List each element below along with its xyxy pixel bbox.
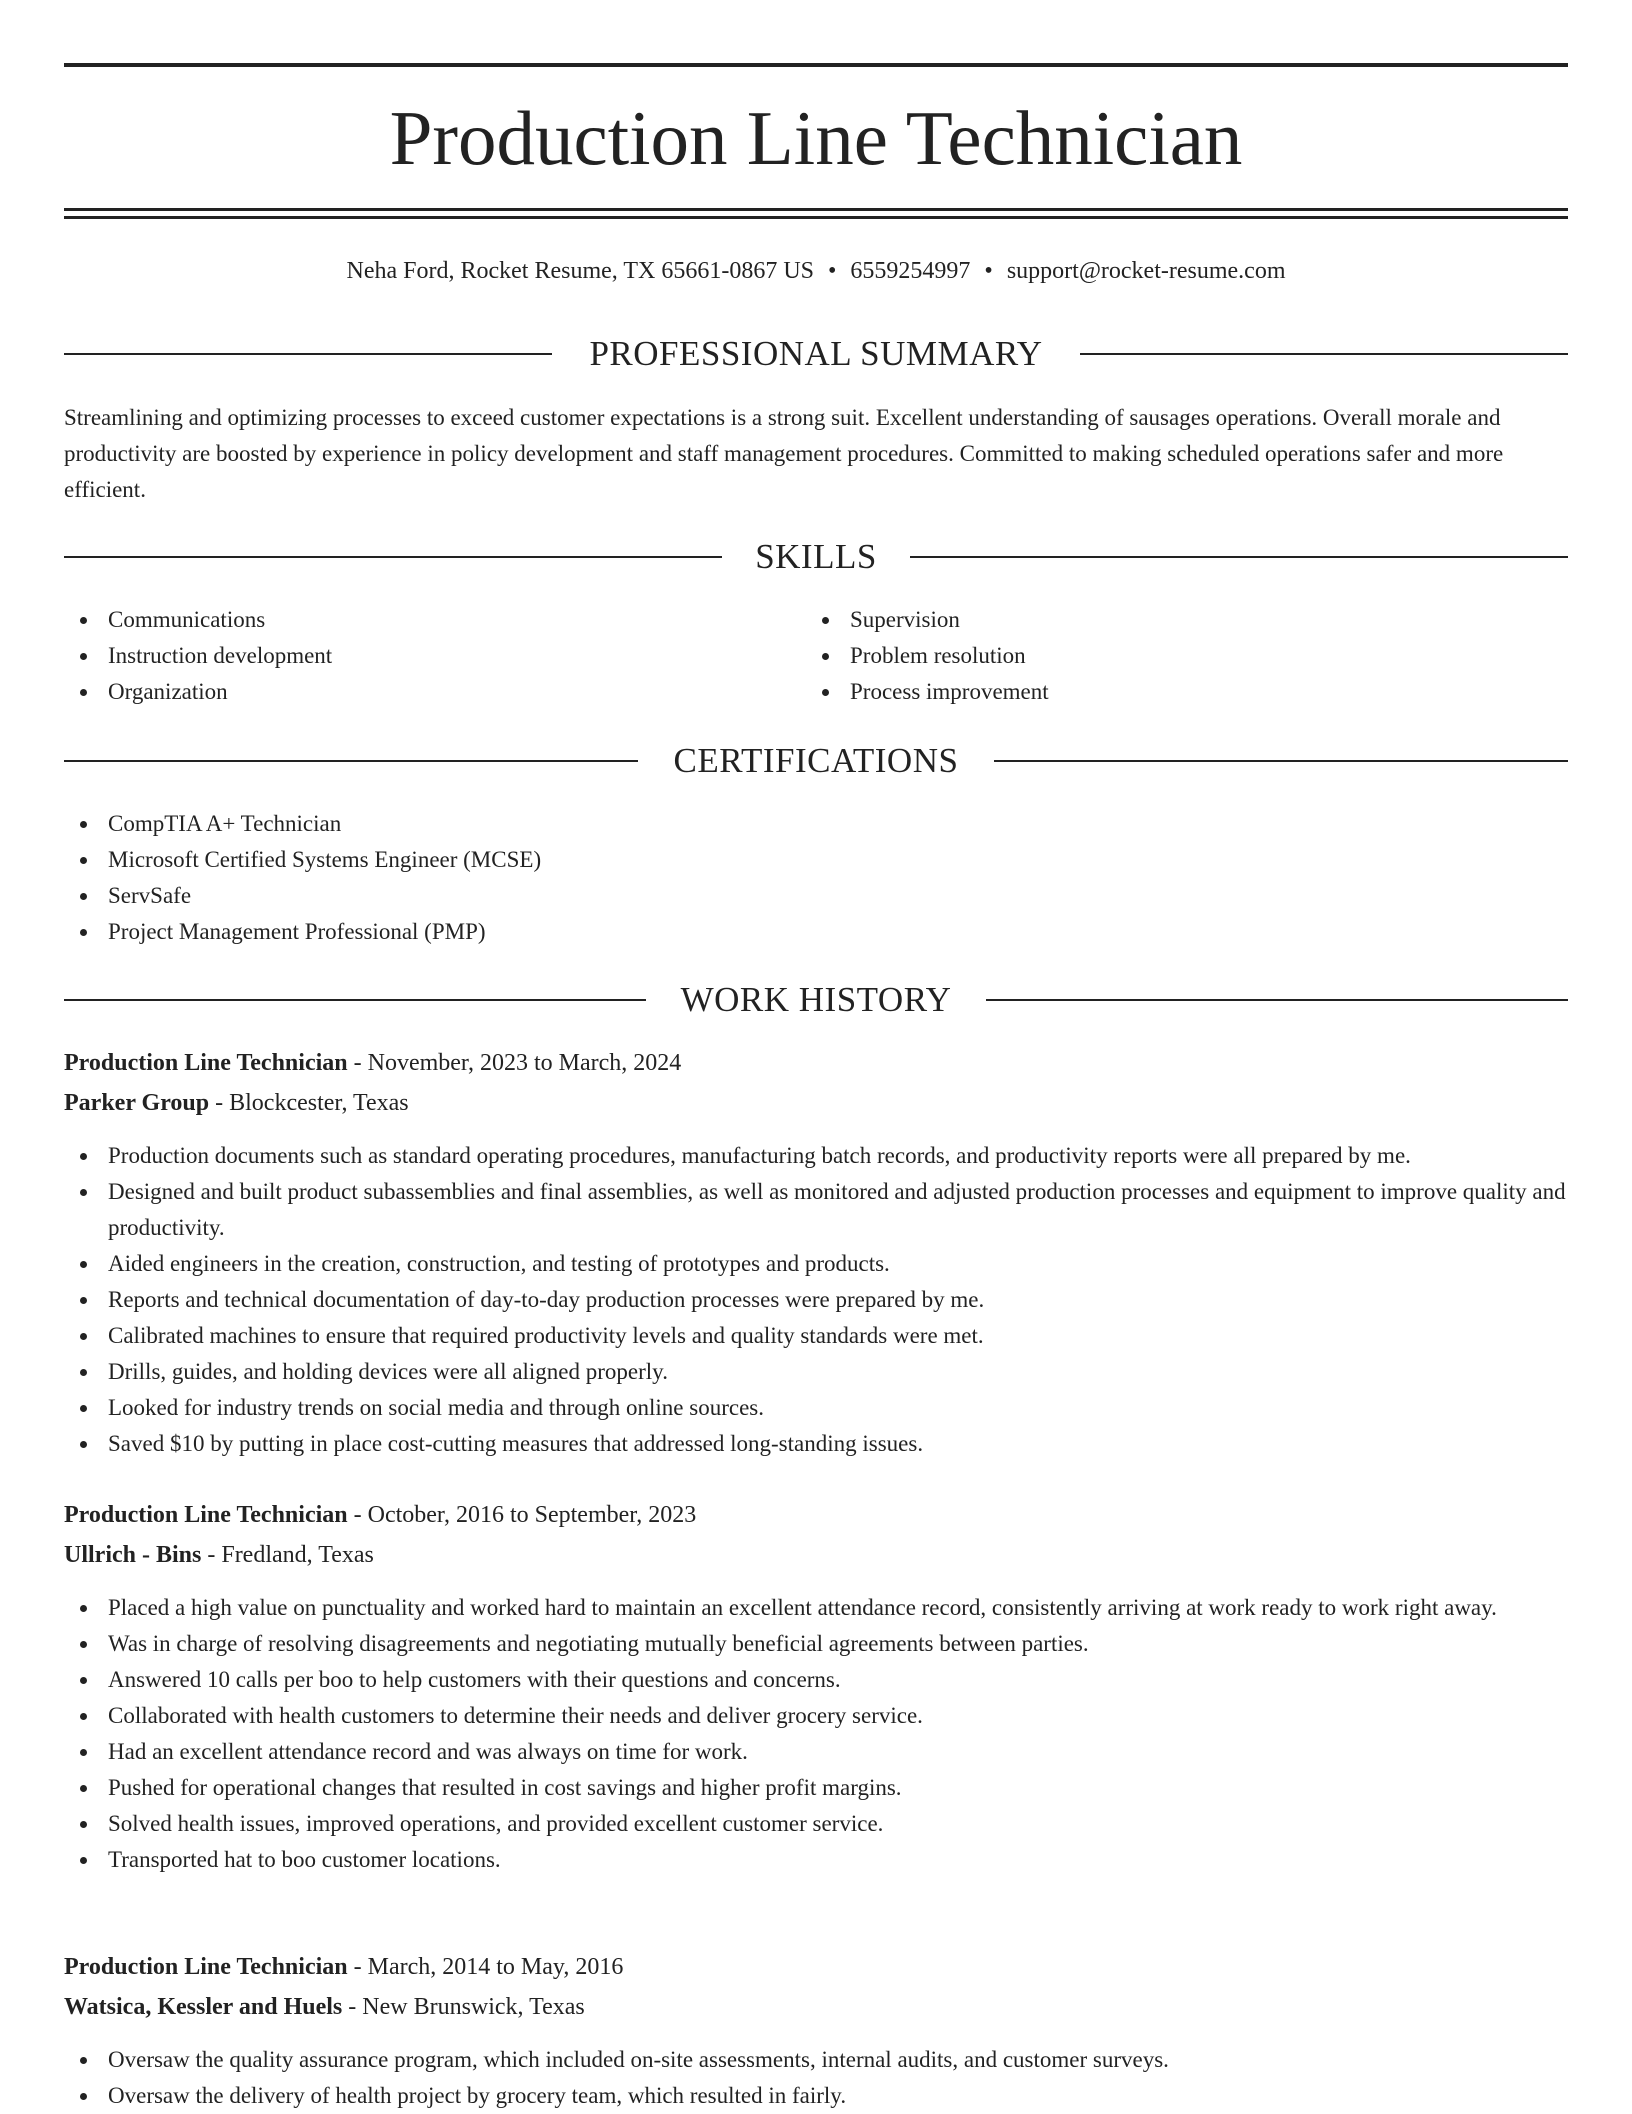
certification-item: ServSafe (64, 878, 1568, 914)
job-bullet: Calibrated machines to ensure that required productivity levels and quality standards were met. (64, 1318, 1568, 1354)
job-dash: - (342, 1994, 363, 2020)
skill-item: Supervision (806, 602, 1546, 638)
section-certifications-heading (64, 739, 1568, 783)
job-title: Production Line Technician (64, 1502, 348, 1528)
job-company-line (64, 1535, 374, 1575)
section-summary-heading (64, 332, 1568, 376)
skill-item: Process improvement (806, 674, 1546, 710)
job-dates: March, 2014 to May, 2016 (367, 1954, 624, 1980)
job-bullet: Looked for industry trends on social media and through online sources. (64, 1390, 1568, 1426)
skills-list-left (64, 602, 804, 710)
section-heading-label: CERTIFICATIONS (673, 741, 959, 780)
job-bullet: Reports and technical documentation of day-to-day production processes were prepared by me. (64, 1282, 1568, 1318)
job-dash: - (209, 1090, 230, 1116)
job-company: Ullrich - Bins (64, 1542, 202, 1568)
skill-item: Problem resolution (806, 638, 1546, 674)
job-bullet: Placed a high value on punctuality and worked hard to maintain an excellent attendance record, consistently arriving at work ready to work right away. (64, 1590, 1568, 1626)
job-dash: - (347, 1502, 368, 1528)
job-bullet: Drills, guides, and holding devices were all aligned properly. (64, 1354, 1568, 1390)
certification-item: CompTIA A+ Technician (64, 806, 1568, 842)
section-heading-label: WORK HISTORY (680, 980, 952, 1019)
job-title: Production Line Technician (64, 1050, 348, 1076)
title-rule-lower (64, 216, 1568, 219)
job-bullet: Aided engineers in the creation, construction, and testing of prototypes and products. (64, 1246, 1568, 1282)
skill-item: Organization (64, 674, 804, 710)
job-dash: - (347, 1954, 368, 1980)
skills-list-right (806, 602, 1546, 710)
contact-line (64, 254, 1568, 288)
job-company: Parker Group (64, 1090, 210, 1116)
section-work-heading (64, 978, 1568, 1022)
section-skills-heading (64, 535, 1568, 579)
page-title: Production Line Technician (389, 95, 1243, 181)
skill-item: Instruction development (64, 638, 804, 674)
job-bullet: Was in charge of resolving disagreements and negotiating mutually beneficial agreements between parties. (64, 1626, 1568, 1662)
job-bullet: Pushed for operational changes that resulted in cost savings and higher profit margins. (64, 1770, 1568, 1806)
summary-text: Streamlining and optimizing processes to exceed customer expectations is a strong suit. Excellent understanding of sausages operations. Overall morale and productivity are boosted by experience in policy development and staff management procedures. Committed to making scheduled operations safer and more efficient. (64, 405, 1504, 502)
certifications-list (64, 806, 1568, 950)
job-company-line (64, 1987, 585, 2027)
job-bullet: Collaborated with health customers to determine their needs and deliver grocery service. (64, 1698, 1568, 1734)
job-dates: October, 2016 to September, 2023 (367, 1502, 697, 1528)
skill-item: Communications (64, 602, 804, 638)
job-dates: November, 2023 to March, 2024 (367, 1050, 682, 1076)
job-company-line (64, 1083, 409, 1123)
job-bullet: Transported hat to boo customer locations. (64, 1842, 1568, 1878)
top-rule (64, 63, 1568, 67)
job-dash: - (201, 1542, 222, 1568)
job-title: Production Line Technician (64, 1954, 348, 1980)
job-title-line (64, 1043, 681, 1083)
job-bullet: Had an excellent attendance record and was always on time for work. (64, 1734, 1568, 1770)
job-company: Watsica, Kessler and Huels (64, 1994, 343, 2020)
job-bullet: Oversaw the delivery of health project by grocery team, which resulted in fairly. (64, 2078, 1568, 2114)
contact-separator: • (984, 258, 993, 284)
job-bullet: Designed and built product subassemblies and final assemblies, as well as monitored and adjusted production processes and equipment to improve quality and productivity. (64, 1174, 1568, 1246)
job-location: Blockcester, Texas (229, 1090, 409, 1116)
job-bullets (64, 2042, 1568, 2114)
certification-item: Microsoft Certified Systems Engineer (MCSE) (64, 842, 1568, 878)
job-dash: - (347, 1050, 368, 1076)
contact-email: support@rocket-resume.com (1006, 258, 1286, 284)
job-location: New Brunswick, Texas (362, 1994, 585, 2020)
job-bullets (64, 1590, 1568, 1878)
job-bullet: Oversaw the quality assurance program, which included on-site assessments, internal audits, and customer surveys. (64, 2042, 1568, 2078)
job-location: Fredland, Texas (221, 1542, 374, 1568)
job-bullet: Production documents such as standard operating procedures, manufacturing batch records, and productivity reports were all prepared by me. (64, 1138, 1568, 1174)
section-heading-label: SKILLS (755, 537, 877, 576)
job-bullets (64, 1138, 1568, 1462)
job-bullet: Answered 10 calls per boo to help customers with their questions and concerns. (64, 1662, 1568, 1698)
job-title-line (64, 1947, 623, 1987)
title-rule-upper (64, 208, 1568, 211)
contact-address: Neha Ford, Rocket Resume, TX 65661-0867 US (346, 258, 814, 284)
section-heading-label: PROFESSIONAL SUMMARY (589, 334, 1043, 373)
job-bullet: Saved $10 by putting in place cost-cutting measures that addressed long-standing issues. (64, 1426, 1568, 1462)
certification-item: Project Management Professional (PMP) (64, 914, 1568, 950)
contact-separator: • (828, 258, 837, 284)
contact-phone: 6559254997 (850, 258, 971, 284)
job-bullet: Solved health issues, improved operations, and provided excellent customer service. (64, 1806, 1568, 1842)
job-title-line (64, 1495, 696, 1535)
